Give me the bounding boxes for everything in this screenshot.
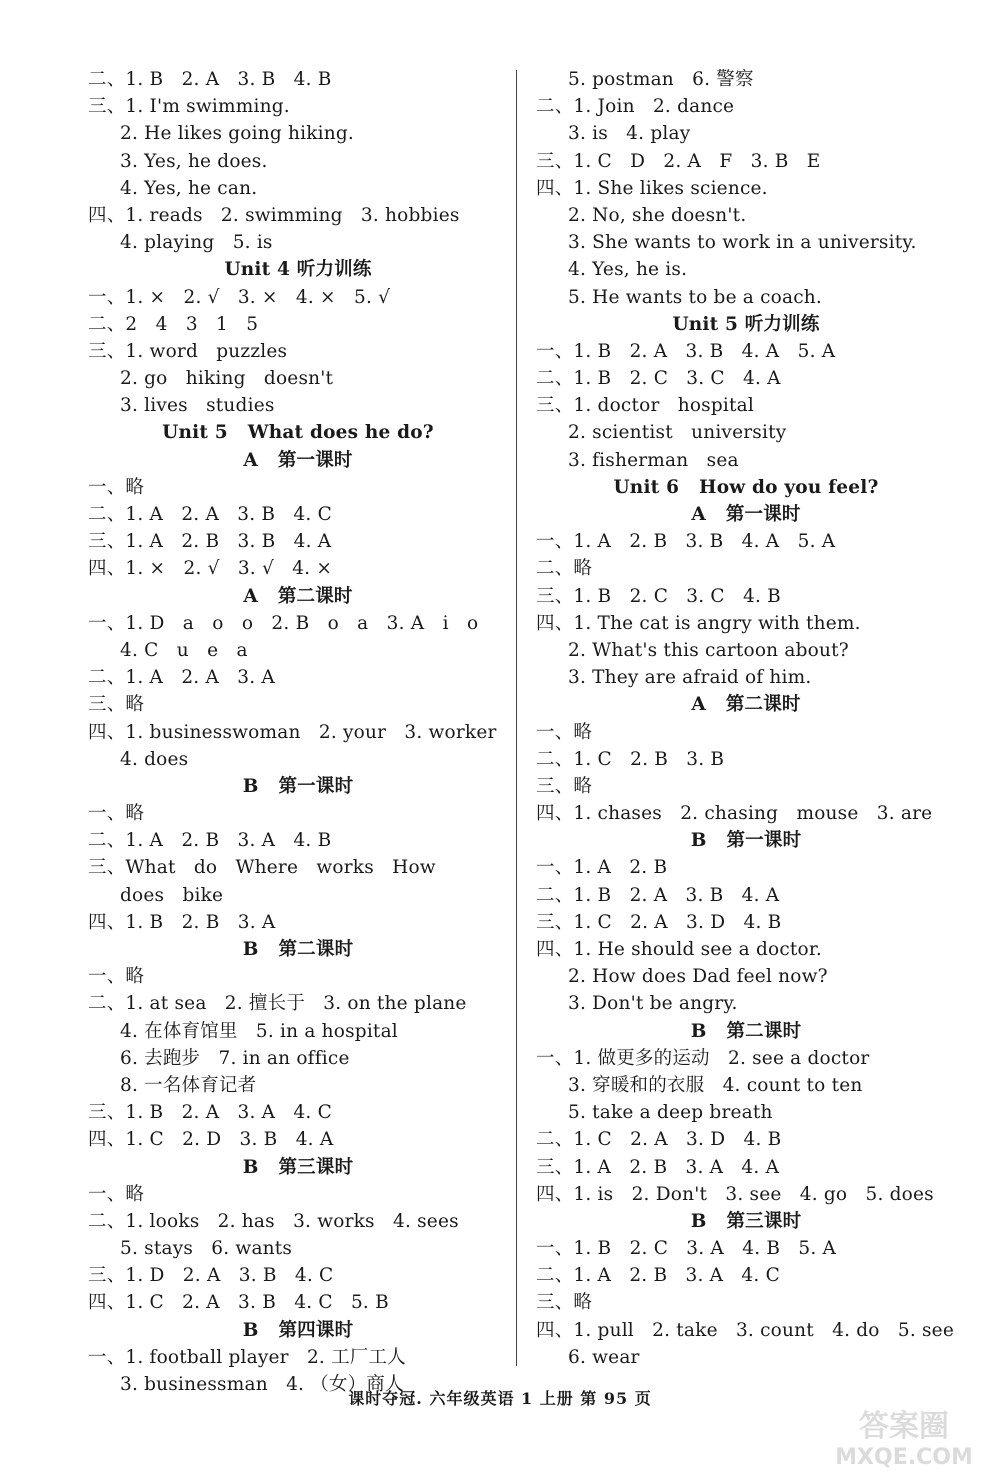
section-heading: A 第二课时 (243, 585, 353, 607)
section-heading: A 第二课时 (691, 694, 801, 716)
answer-line: 5. take a deep breath (568, 1102, 773, 1124)
answer-line: 一、1. A 2. B 3. B 4. A 5. A (536, 531, 836, 553)
answer-line: 二、1. A 2. A 3. B 4. C (88, 504, 332, 525)
answer-line: 4. playing 5. is (120, 232, 273, 254)
section-heading: B 第一课时 (690, 830, 802, 852)
answer-line: 5. stays 6. wants (120, 1238, 293, 1260)
answer-line: 3. Don't be angry. (568, 993, 738, 1015)
answer-line: 3. She wants to work in a university. (568, 232, 917, 254)
answer-line: 二、1. B 2. A 3. B 4. B (88, 69, 332, 90)
answer-line: 二、1. Join 2. dance (536, 96, 735, 118)
answer-line: 三、1. C D 2. A F 3. B E (536, 150, 821, 172)
answer-line: 5. He wants to be a coach. (568, 286, 823, 308)
answer-line: 2. No, she doesn't. (568, 204, 747, 226)
answer-line: 三、1. B 2. A 3. A 4. C (88, 1102, 332, 1124)
section-heading: B 第二课时 (242, 939, 354, 960)
answer-line: 二、1. A 2. B 3. A 4. C (536, 1265, 780, 1287)
svg-text:MXQE.COM: MXQE.COM (835, 1445, 973, 1470)
answer-line: 一、1. A 2. B (536, 857, 668, 879)
answer-line: 三、What do Where works How (88, 857, 436, 879)
answer-line: 三、1. A 2. B 3. B 4. A (88, 531, 332, 553)
answer-line: 3. businessman 4. （女）商人 (120, 1374, 404, 1395)
answer-line: 二、1. C 2. B 3. B (536, 748, 725, 770)
section-heading: Unit 5 What does he do? (162, 422, 434, 444)
answer-line: 6. wear (568, 1346, 640, 1368)
answer-line: 4. Yes, he can. (120, 177, 258, 199)
section-heading: A 第一课时 (243, 449, 353, 471)
answer-line: 三、略 (88, 694, 145, 716)
section-heading: A 第一课时 (691, 504, 801, 525)
svg-text:答案圈: 答案圈 (859, 1409, 949, 1444)
answer-line: 三、1. word puzzles (88, 340, 288, 362)
answer-line: 一、略 (88, 476, 145, 498)
answer-line: 四、1. C 2. D 3. B 4. A (88, 1129, 334, 1151)
answer-line: 三、1. C 2. A 3. D 4. B (536, 911, 782, 933)
answer-line: 四、1. The cat is angry with them. (536, 612, 861, 634)
section-heading: B 第三课时 (242, 1156, 354, 1178)
answer-line: 3. 穿暖和的衣服 4. count to ten (568, 1074, 863, 1096)
answer-line: 二、略 (536, 558, 593, 580)
answer-line: 3. lives studies (120, 395, 275, 417)
answer-line: 四、1. She likes science. (536, 177, 768, 199)
answer-line: 三、略 (536, 1292, 593, 1314)
answer-line: 三、1. doctor hospital (536, 395, 755, 417)
answer-line: 四、1. businesswoman 2. your 3. worker (88, 721, 497, 743)
answer-line: 二、1. B 2. A 3. B 4. A (536, 884, 780, 906)
answer-line: 3. is 4. play (568, 123, 691, 145)
answer-line: 二、1. B 2. C 3. C 4. A (536, 368, 781, 390)
section-heading: Unit 5 听力训练 (672, 313, 820, 335)
answer-line: 2. go hiking doesn't (120, 368, 334, 390)
answer-line: 一、略 (88, 966, 145, 988)
answer-line: 二、1. at sea 2. 擅长于 3. on the plane (88, 993, 467, 1015)
answer-line: 一、1. B 2. A 3. B 4. A 5. A (536, 340, 836, 362)
answer-line: 四、1. × 2. √ 3. √ 4. × (88, 558, 333, 580)
answer-line: 四、1. B 2. B 3. A (88, 911, 276, 933)
answer-line: does bike (120, 884, 224, 906)
answer-line: 三、1. I'm swimming. (88, 96, 290, 118)
answer-line: 4. Yes, he is. (568, 259, 688, 281)
answer-line: 3. fisherman sea (568, 449, 739, 471)
answer-line: 四、1. reads 2. swimming 3. hobbies (88, 204, 460, 226)
right-column (536, 66, 956, 1371)
answer-line: 二、2 4 3 1 5 (88, 313, 259, 335)
answer-line: 一、1. football player 2. 工厂工人 (88, 1346, 406, 1368)
answer-line: 6. 去跑步 7. in an office (120, 1047, 350, 1069)
section-heading: B 第二课时 (690, 1020, 802, 1042)
answer-line: 二、1. C 2. A 3. D 4. B (536, 1129, 782, 1151)
section-heading: B 第一课时 (242, 775, 354, 797)
answer-line: 一、略 (88, 1183, 145, 1205)
section-heading: Unit 6 How do you feel? (613, 476, 879, 498)
answer-line: 一、1. 做更多的运动 2. see a doctor (536, 1047, 870, 1069)
answer-line: 四、1. is 2. Don't 3. see 4. go 5. does (536, 1183, 934, 1205)
answer-line: 4. C u e a (120, 639, 248, 661)
answer-line: 一、1. B 2. C 3. A 4. B 5. A (536, 1238, 837, 1260)
answer-line: 5. postman 6. 警察 (568, 69, 754, 90)
answer-line: 三、略 (536, 775, 593, 797)
answer-line: 2. scientist university (568, 422, 787, 444)
page-footer: 课时夺冠. 六年级英语 1 上册 第 95 页 (348, 1389, 652, 1408)
section-heading: B 第四课时 (242, 1319, 354, 1341)
answer-line: 三、1. A 2. B 3. A 4. A (536, 1156, 780, 1178)
answer-line: 4. 在体育馆里 5. in a hospital (120, 1020, 398, 1042)
section-heading: B 第三课时 (690, 1210, 802, 1232)
answer-line: 一、1. D a o o 2. B o a 3. A i o (88, 612, 479, 634)
column-divider (516, 70, 517, 1366)
answer-line: 8. 一名体育记者 (120, 1074, 257, 1096)
answer-line: 二、1. looks 2. has 3. works 4. sees (88, 1210, 459, 1232)
answer-line: 四、1. chases 2. chasing mouse 3. are (536, 803, 933, 825)
left-column (88, 66, 508, 1398)
answer-line: 二、1. A 2. B 3. A 4. B (88, 830, 332, 852)
answer-line: 三、1. B 2. C 3. C 4. B (536, 585, 781, 607)
answer-line: 一、1. × 2. √ 3. × 4. × 5. √ (88, 286, 391, 308)
answer-line: 四、1. pull 2. take 3. count 4. do 5. see (536, 1319, 954, 1341)
watermark-logo (818, 1402, 990, 1470)
answer-line: 一、略 (536, 721, 593, 743)
answer-line: 四、1. He should see a doctor. (536, 939, 822, 960)
section-heading: Unit 4 听力训练 (224, 259, 372, 281)
answer-line: 3. Yes, he does. (120, 150, 268, 172)
answer-line: 二、1. A 2. A 3. A (88, 667, 275, 689)
answer-line: 四、1. C 2. A 3. B 4. C 5. B (88, 1292, 389, 1314)
answer-line: 三、1. D 2. A 3. B 4. C (88, 1265, 334, 1287)
answer-line: 2. What's this cartoon about? (568, 639, 849, 661)
answer-line: 2. How does Dad feel now? (568, 966, 828, 988)
answer-line: 4. does (120, 748, 189, 770)
answer-line: 一、略 (88, 803, 145, 825)
answer-line: 2. He likes going hiking. (120, 123, 354, 145)
answer-line: 3. They are afraid of him. (568, 667, 812, 689)
